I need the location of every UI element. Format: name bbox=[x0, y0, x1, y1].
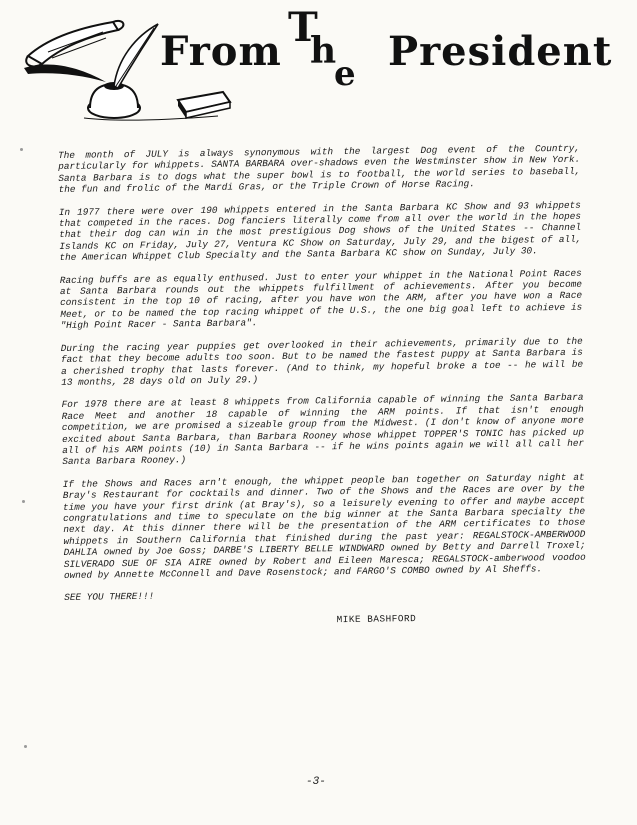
paragraph-6: If the Shows and Races arn't enough, the whippet people ban together on Saturday night at Bray's Restaurant for cocktails and dinner. Two of the Shows and the Races are over by the time you have your first drink (at Bray's), so a leisurely evening to offer and maybe accept congratulations and time to speculate on the big winner at the Santa Barbara specialty the next day. At this dinner there will be the presentation of the ARM certificates to those whippets in Southern California that finished during the past year: REGALSTOCK-AMBERWOOD DAHLIA owned by Joe Goss; DARBE'S LIBERTY BELLE WINDWARD owned by Betty and Darrell Troxel; SILVERADO SUE OF SIA AIRE owned by Robert and Eileen Maresca; REGALSTOCK-amberwood voodoo owned by Annette McConnell and Dave Rosenstock; and FARGO'S COMBO owned by Al Sheffs. bbox=[62, 471, 586, 581]
headline-t: T bbox=[288, 4, 318, 51]
article-body bbox=[58, 143, 587, 629]
scan-speck bbox=[24, 745, 27, 748]
paragraph-4: During the racing year puppies get overlooked in their achievements, primarily due to the fact that they become adults too soon. But to be named the fastest puppy at Santa Barbara is a cherished trophy that lasts forever. (And to think, my hopeful broke a toe -- he will be 13 months, 28 days old on July 29.) bbox=[60, 335, 584, 388]
signature: MIKE BASHFORD bbox=[336, 612, 417, 625]
headline-h: h bbox=[310, 30, 337, 72]
page-headline bbox=[0, 0, 637, 130]
paragraph-2: In 1977 there were over 190 whippets entered in the Santa Barbara KC Show and 93 whippets that competed in the races. Dog fanciers literally come from all over the world in the hopes that their dog can win in the most prestigious Dog shows of the United States -- Channel Islands KC on Friday, July 27, Ventura KC Show on Saturday, July 29, and the bigest of all, the American Whippet Club Specialty and the Santa Barbara KC show on Sunday, July 30. bbox=[58, 199, 582, 264]
closing-line: SEE YOU THERE!!! bbox=[64, 591, 155, 604]
scan-speck bbox=[20, 148, 23, 151]
headline-president: President bbox=[388, 28, 613, 75]
scan-speck bbox=[22, 500, 25, 503]
paragraph-5: For 1978 there are at least 8 whippets from California capable of winning the Santa Barbara Race Meet and another 18 capable of winning the ARM points. If that isn't enough competition, we are promised a sizeable group from the Midwest. (I don't know of anyone more excited about Santa Barbara, than Barbara Rooney whose whippet TOPPER'S TONIC has picked up all of his ARM points (10) in Santa Barbara -- if he wins points again we will all call her Santa Barbara Rooney.) bbox=[61, 391, 585, 468]
headline-from: From bbox=[160, 28, 282, 75]
paragraph-1: The month of JULY is always synonymous with the largest Dog event of the Country, particularly for whippets. SANTA BARBARA over-shadows even the Westminster show in New York. Santa Barbara is to dogs what the super bowl is to football, the world series to baseball, the fun and frolic of the Mardi Gras, or the Triple Crown of Horse Racing. bbox=[58, 142, 581, 196]
paragraph-3: Racing buffs are as equally enthused. Just to enter your whippet in the National Point Races at Santa Barbara rounds out the whippets fulfillment of achievements. After you become consistent in the top 10 of racing, after you have won the ARM, after you have won a Race Meet, or to be named the top racing whippet of the U.S., the one big goal left to achieve is "High Point Racer - Santa Barbara". bbox=[59, 267, 583, 332]
page-number: -3- bbox=[306, 776, 326, 788]
headline-e: e bbox=[334, 54, 356, 94]
